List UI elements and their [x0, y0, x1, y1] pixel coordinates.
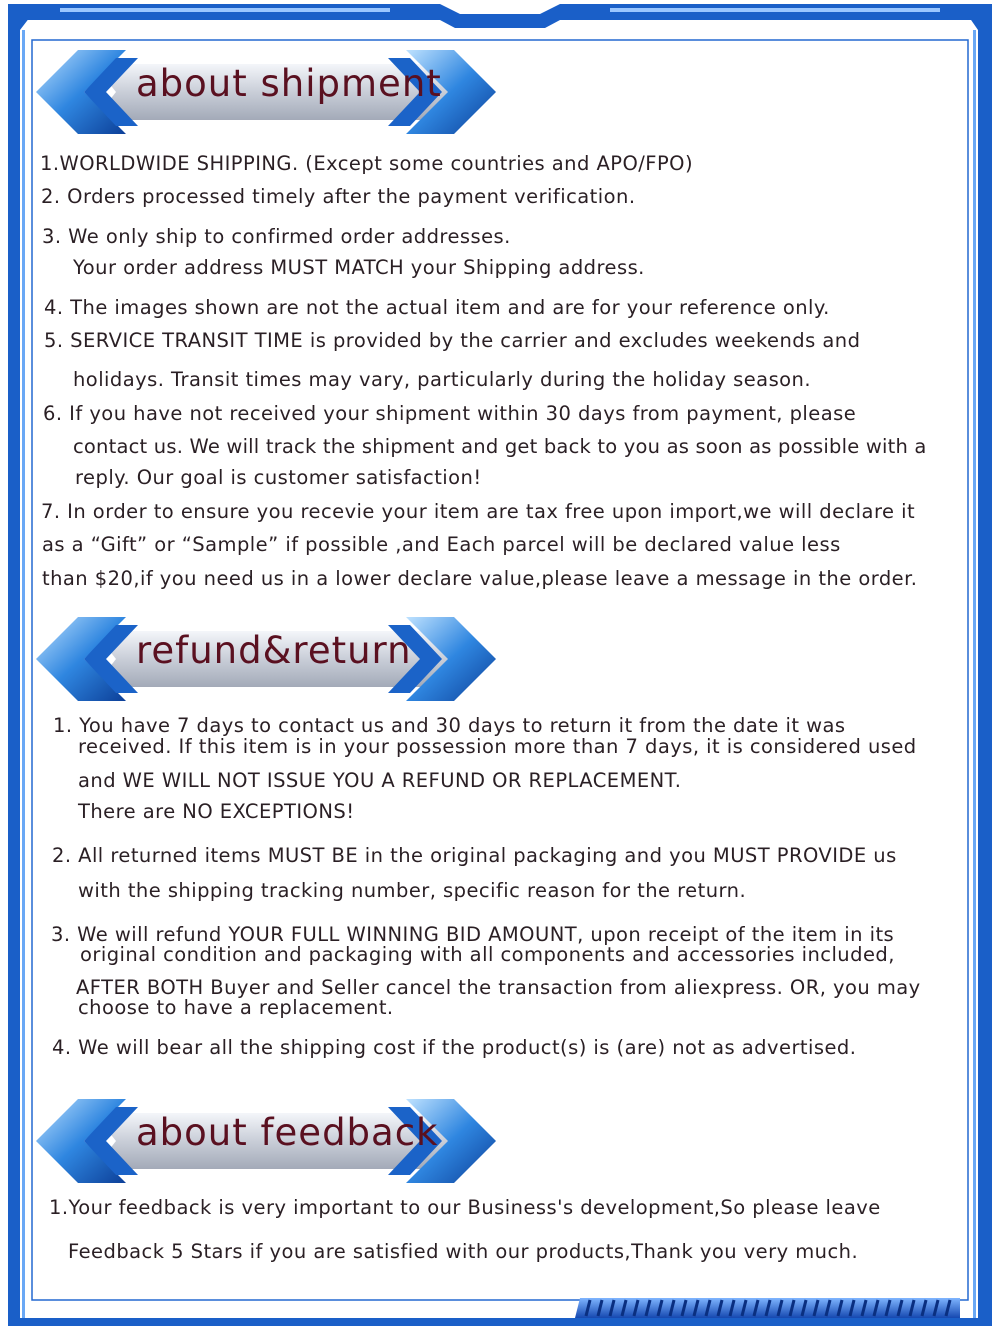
shipment-line: than $20,if you need us in a lower declare value,please leave a message in the order.: [42, 567, 918, 590]
shipment-line: reply. Our goal is customer satisfaction!: [75, 466, 482, 489]
banner-about-feedback: [36, 1099, 496, 1183]
feedback-line: 1.Your feedback is very important to our Business's development,So please leave: [49, 1196, 881, 1219]
banner-refund-return: [36, 617, 496, 701]
shipment-line: Your order address MUST MATCH your Shipping address.: [73, 256, 645, 279]
shipment-line: as a “Gift” or “Sample” if possible ,and Each parcel will be declared value less: [42, 533, 841, 556]
shipment-line: holidays. Transit times may vary, particularly during the holiday season.: [73, 368, 812, 391]
refund-line: original condition and packaging with all components and accessories included,: [80, 943, 895, 966]
refund-line: 4. We will bear all the shipping cost if the product(s) is (are) not as advertised.: [52, 1036, 857, 1059]
refund-line: There are NO EXCEPTIONS!: [78, 800, 355, 823]
shipment-line: 2. Orders processed timely after the payment verification.: [41, 185, 636, 208]
refund-line: 3. We will refund YOUR FULL WINNING BID AMOUNT, upon receipt of the item in its: [51, 923, 895, 946]
banner-about-shipment: [36, 50, 496, 134]
refund-line: and WE WILL NOT ISSUE YOU A REFUND OR REPLACEMENT.: [78, 769, 682, 792]
section-title: refund&return: [136, 629, 412, 672]
shipment-line: 6. If you have not received your shipment within 30 days from payment, please: [43, 402, 857, 425]
shipment-line: 5. SERVICE TRANSIT TIME is provided by the carrier and excludes weekends and: [44, 329, 861, 352]
refund-line: AFTER BOTH Buyer and Seller cancel the transaction from aliexpress. OR, you may: [76, 976, 921, 999]
refund-line: with the shipping tracking number, specific reason for the return.: [78, 879, 747, 902]
section-title: about shipment: [136, 62, 442, 105]
section-title: about feedback: [136, 1111, 439, 1154]
refund-line: choose to have a replacement.: [78, 996, 394, 1019]
refund-line: 2. All returned items MUST BE in the original packaging and you MUST PROVIDE us: [52, 844, 897, 867]
shipment-line: 4. The images shown are not the actual item and are for your reference only.: [44, 296, 830, 319]
shipment-line: 1.WORLDWIDE SHIPPING. (Except some countries and APO/FPO): [40, 152, 694, 175]
shipment-line: contact us. We will track the shipment and get back to you as soon as possible with a: [73, 435, 927, 458]
refund-line: received. If this item is in your possession more than 7 days, it is considered used: [78, 735, 917, 758]
feedback-line: Feedback 5 Stars if you are satisfied with our products,Thank you very much.: [68, 1240, 859, 1263]
shipment-line: 3. We only ship to confirmed order addresses.: [42, 225, 511, 248]
shipment-line: 7. In order to ensure you recevie your item are tax free upon import,we will declare it: [41, 500, 916, 523]
refund-line: 1. You have 7 days to contact us and 30 days to return it from the date it was: [53, 714, 846, 737]
